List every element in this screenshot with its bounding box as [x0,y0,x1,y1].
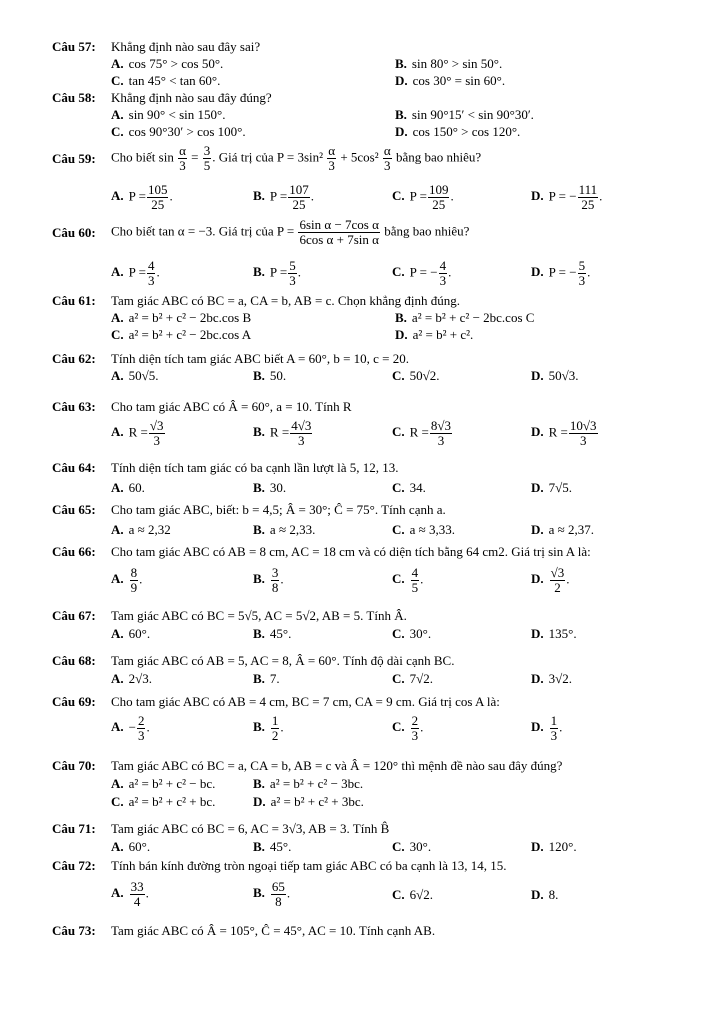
answer-b[interactable]: B. a² = b² + c² − 2bc.cos C [395,310,535,325]
answer-c[interactable]: C. 30°. [392,626,432,641]
answer-c[interactable]: C. 34. [392,480,426,495]
answer-d[interactable]: D. 3√2. [531,671,573,686]
question-number: Câu 58: [52,90,96,105]
answer-b[interactable]: B. P = $\frac{107}{25}$ . [253,182,315,212]
answer-d[interactable]: D. 120°. [531,839,577,854]
answer-d[interactable]: D. R = $\frac{10√3}{3}$ [531,418,597,448]
question-text: Tính bán kính đường tròn ngoại tiếp tam giác ABC có ba cạnh là 13, 14, 15. [111,858,507,873]
answer-d[interactable]: D. a ≈ 2,37. [531,522,595,537]
question-69 [52,693,692,743]
question-text: Khẳng định nào sau đây đúng? [111,90,272,105]
question-text: Tam giác ABC có Â = 105°, Ĉ = 45°, AC = 10. Tính cạnh AB. [111,923,436,938]
answer-c[interactable]: C. $\frac{4}{5}$ . [392,565,424,595]
answer-a[interactable]: A. P = $\frac{4}{3}$ . [111,258,160,288]
answer-a[interactable]: A. 60°. [111,839,151,854]
question-number: Câu 61: [52,293,96,308]
question-text: Cho tam giác ABC, biết: b = 4,5; Â = 30°; Ĉ = 75°. Tính cạnh a. [111,502,446,517]
answer-b[interactable]: B. R = $\frac{4√3}{3}$ [253,418,312,448]
answer-a[interactable]: A. R = $\frac{√3}{3}$ [111,418,164,448]
answer-d[interactable]: D. 135°. [531,626,577,641]
answer-d[interactable]: D. P = − $\frac{5}{3}$ . [531,258,591,288]
answer-c[interactable]: C. a² = b² + c² + bc. [111,794,216,809]
question-text: Tam giác ABC có BC = a, CA = b, AB = c và Â = 120° thì mệnh đề nào sau đây đúng? [111,758,563,773]
answer-c[interactable]: C. 50√2. [392,368,440,383]
answer-b[interactable]: B. 7. [253,671,280,686]
question-73 [52,922,692,939]
answer-d[interactable]: D. a² = b² + c² + 3bc. [253,794,364,809]
question-text: Tam giác ABC có BC = 6, AC = 3√3, AB = 3. Tính B̂ [111,821,390,836]
answer-d[interactable]: D. cos 150° > cos 120°. [395,124,521,139]
question-text: Tam giác ABC có BC = a, CA = b, AB = c. Chọn khẳng định đúng. [111,293,460,308]
question-number: Câu 72: [52,858,96,873]
answer-d[interactable]: D. 50√3. [531,368,579,383]
answer-c[interactable]: C. cos 90°30′ > cos 100°. [111,124,246,139]
question-number: Câu 71: [52,821,96,836]
answer-a[interactable]: A. cos 75° > cos 50°. [111,56,224,71]
answer-a[interactable]: A. a² = b² + c² − bc. [111,776,216,791]
answer-d[interactable]: D. a² = b² + c². [395,327,474,342]
answer-d[interactable]: D. $\frac{1}{3}$ . [531,713,563,743]
question-72 [52,857,692,909]
answer-b[interactable]: B. 45°. [253,626,292,641]
question-number: Câu 60: [52,225,96,240]
answer-a[interactable]: A. a² = b² + c² − 2bc.cos B [111,310,252,325]
question-text: Tính diện tích tam giác có ba cạnh lần lượt là 5, 12, 13. [111,460,399,475]
question-number: Câu 70: [52,758,96,773]
answer-a[interactable]: A. a ≈ 2,32 [111,522,171,537]
answer-c[interactable]: C. $\frac{2}{3}$ . [392,713,424,743]
answer-b[interactable]: B. 50. [253,368,287,383]
answer-b[interactable]: B. 30. [253,480,287,495]
answer-c[interactable]: C. tan 45° < tan 60°. [111,73,221,88]
answer-b[interactable]: B. 45°. [253,839,292,854]
question-70 [52,757,692,810]
question-number: Câu 64: [52,460,96,475]
question-text: Khẳng định nào sau đây sai? [111,39,261,54]
question-61 [52,292,692,343]
question-number: Câu 73: [52,923,96,938]
answer-d[interactable]: D. $\frac{√3}{2}$ . [531,565,570,595]
answer-d[interactable]: D. 7√5. [531,480,573,495]
question-number: Câu 66: [52,544,96,559]
answer-b[interactable]: B. $\frac{65}{8}$ . [253,879,291,909]
answer-d[interactable]: D. cos 30° = sin 60°. [395,73,506,88]
question-58 [52,89,692,140]
answer-c[interactable]: C. 6√2. [392,887,434,902]
answer-a[interactable]: A. − $\frac{2}{3}$ . [111,713,150,743]
answer-a[interactable]: A. $\frac{8}{9}$ . [111,565,143,595]
answer-a[interactable]: A. P = $\frac{105}{25}$ . [111,182,173,212]
question-text: Tính diện tích tam giác ABC biết A = 60°, b = 10, c = 20. [111,351,409,366]
answer-a[interactable]: A. sin 90° < sin 150°. [111,107,226,122]
answer-b[interactable]: B. sin 80° > sin 50°. [395,56,503,71]
answer-c[interactable]: C. a² = b² + c² − 2bc.cos A [111,327,252,342]
question-number: Câu 57: [52,39,96,54]
answer-c[interactable]: C. P = − $\frac{4}{3}$ . [392,258,452,288]
answer-b[interactable]: B. a² = b² + c² − 3bc. [253,776,364,791]
question-67 [52,607,692,642]
answer-c[interactable]: C. P = $\frac{109}{25}$ . [392,182,454,212]
answer-c[interactable]: C. R = $\frac{8√3}{3}$ [392,418,452,448]
answer-d[interactable]: D. 8. [531,887,559,902]
question-60 [52,218,692,288]
question-57 [52,38,692,89]
answer-b[interactable]: B. a ≈ 2,33. [253,522,316,537]
question-text: Cho tam giác ABC có AB = 8 cm, AC = 18 cm và có diện tích bằng 64 cm2. Giá trị sin A là: [111,544,591,559]
answer-c[interactable]: C. 7√2. [392,671,434,686]
answer-c[interactable]: C. a ≈ 3,33. [392,522,456,537]
question-number: Câu 65: [52,502,96,517]
question-65 [52,501,692,538]
answer-a[interactable]: A. 2√3. [111,671,153,686]
question-71 [52,820,692,855]
question-number: Câu 62: [52,351,96,366]
answer-b[interactable]: B. $\frac{1}{2}$ . [253,713,284,743]
answer-a[interactable]: A. $\frac{33}{4}$ . [111,879,149,909]
question-59 [52,144,692,212]
question-text: Cho tam giác ABC có AB = 4 cm, BC = 7 cm, CA = 9 cm. Giá trị cos A là: [111,694,500,709]
question-text: Cho biết tan α = −3. Giá trị của P = $\frac{\text{6sin α − 7cos α}}{\text{6cos α + 7sin α}}$ bằng bao nhiêu? [111,217,470,247]
question-text: Cho tam giác ABC có Â = 60°, a = 10. Tính R [111,399,352,414]
question-number: Câu 68: [52,653,96,668]
answer-a[interactable]: A. 60°. [111,626,151,641]
answer-a[interactable]: A. 60. [111,480,145,495]
answer-b[interactable]: B. sin 90°15′ < sin 90°30′. [395,107,534,122]
question-64 [52,459,692,496]
question-text: Cho biết sin $\frac{\alpha}{3}$ = $\frac{3}{5}$ . Giá trị của P = 3sin² $\frac{\alpha}{3}$ + 5cos² $\frac{\alpha}{3}$ bằng bao nhiêu? [111,143,482,173]
question-number: Câu 59: [52,151,96,166]
question-number: Câu 69: [52,694,96,709]
question-number: Câu 67: [52,608,96,623]
question-63 [52,398,692,448]
answer-c[interactable]: C. 30°. [392,839,432,854]
answer-a[interactable]: A. 50√5. [111,368,159,383]
answer-d[interactable]: D. P = − $\frac{111}{25}$ . [531,182,603,212]
question-62 [52,350,692,384]
question-66 [52,543,692,595]
question-text: Tam giác ABC có AB = 5, AC = 8, Â = 60°. Tính độ dài cạnh BC. [111,653,455,668]
question-68 [52,652,692,687]
answer-b[interactable]: B. P = $\frac{5}{3}$ . [253,258,302,288]
answer-b[interactable]: B. $\frac{3}{8}$ . [253,565,284,595]
question-text: Tam giác ABC có BC = 5√5, AC = 5√2, AB = 5. Tính Â. [111,608,407,623]
question-number: Câu 63: [52,399,96,414]
